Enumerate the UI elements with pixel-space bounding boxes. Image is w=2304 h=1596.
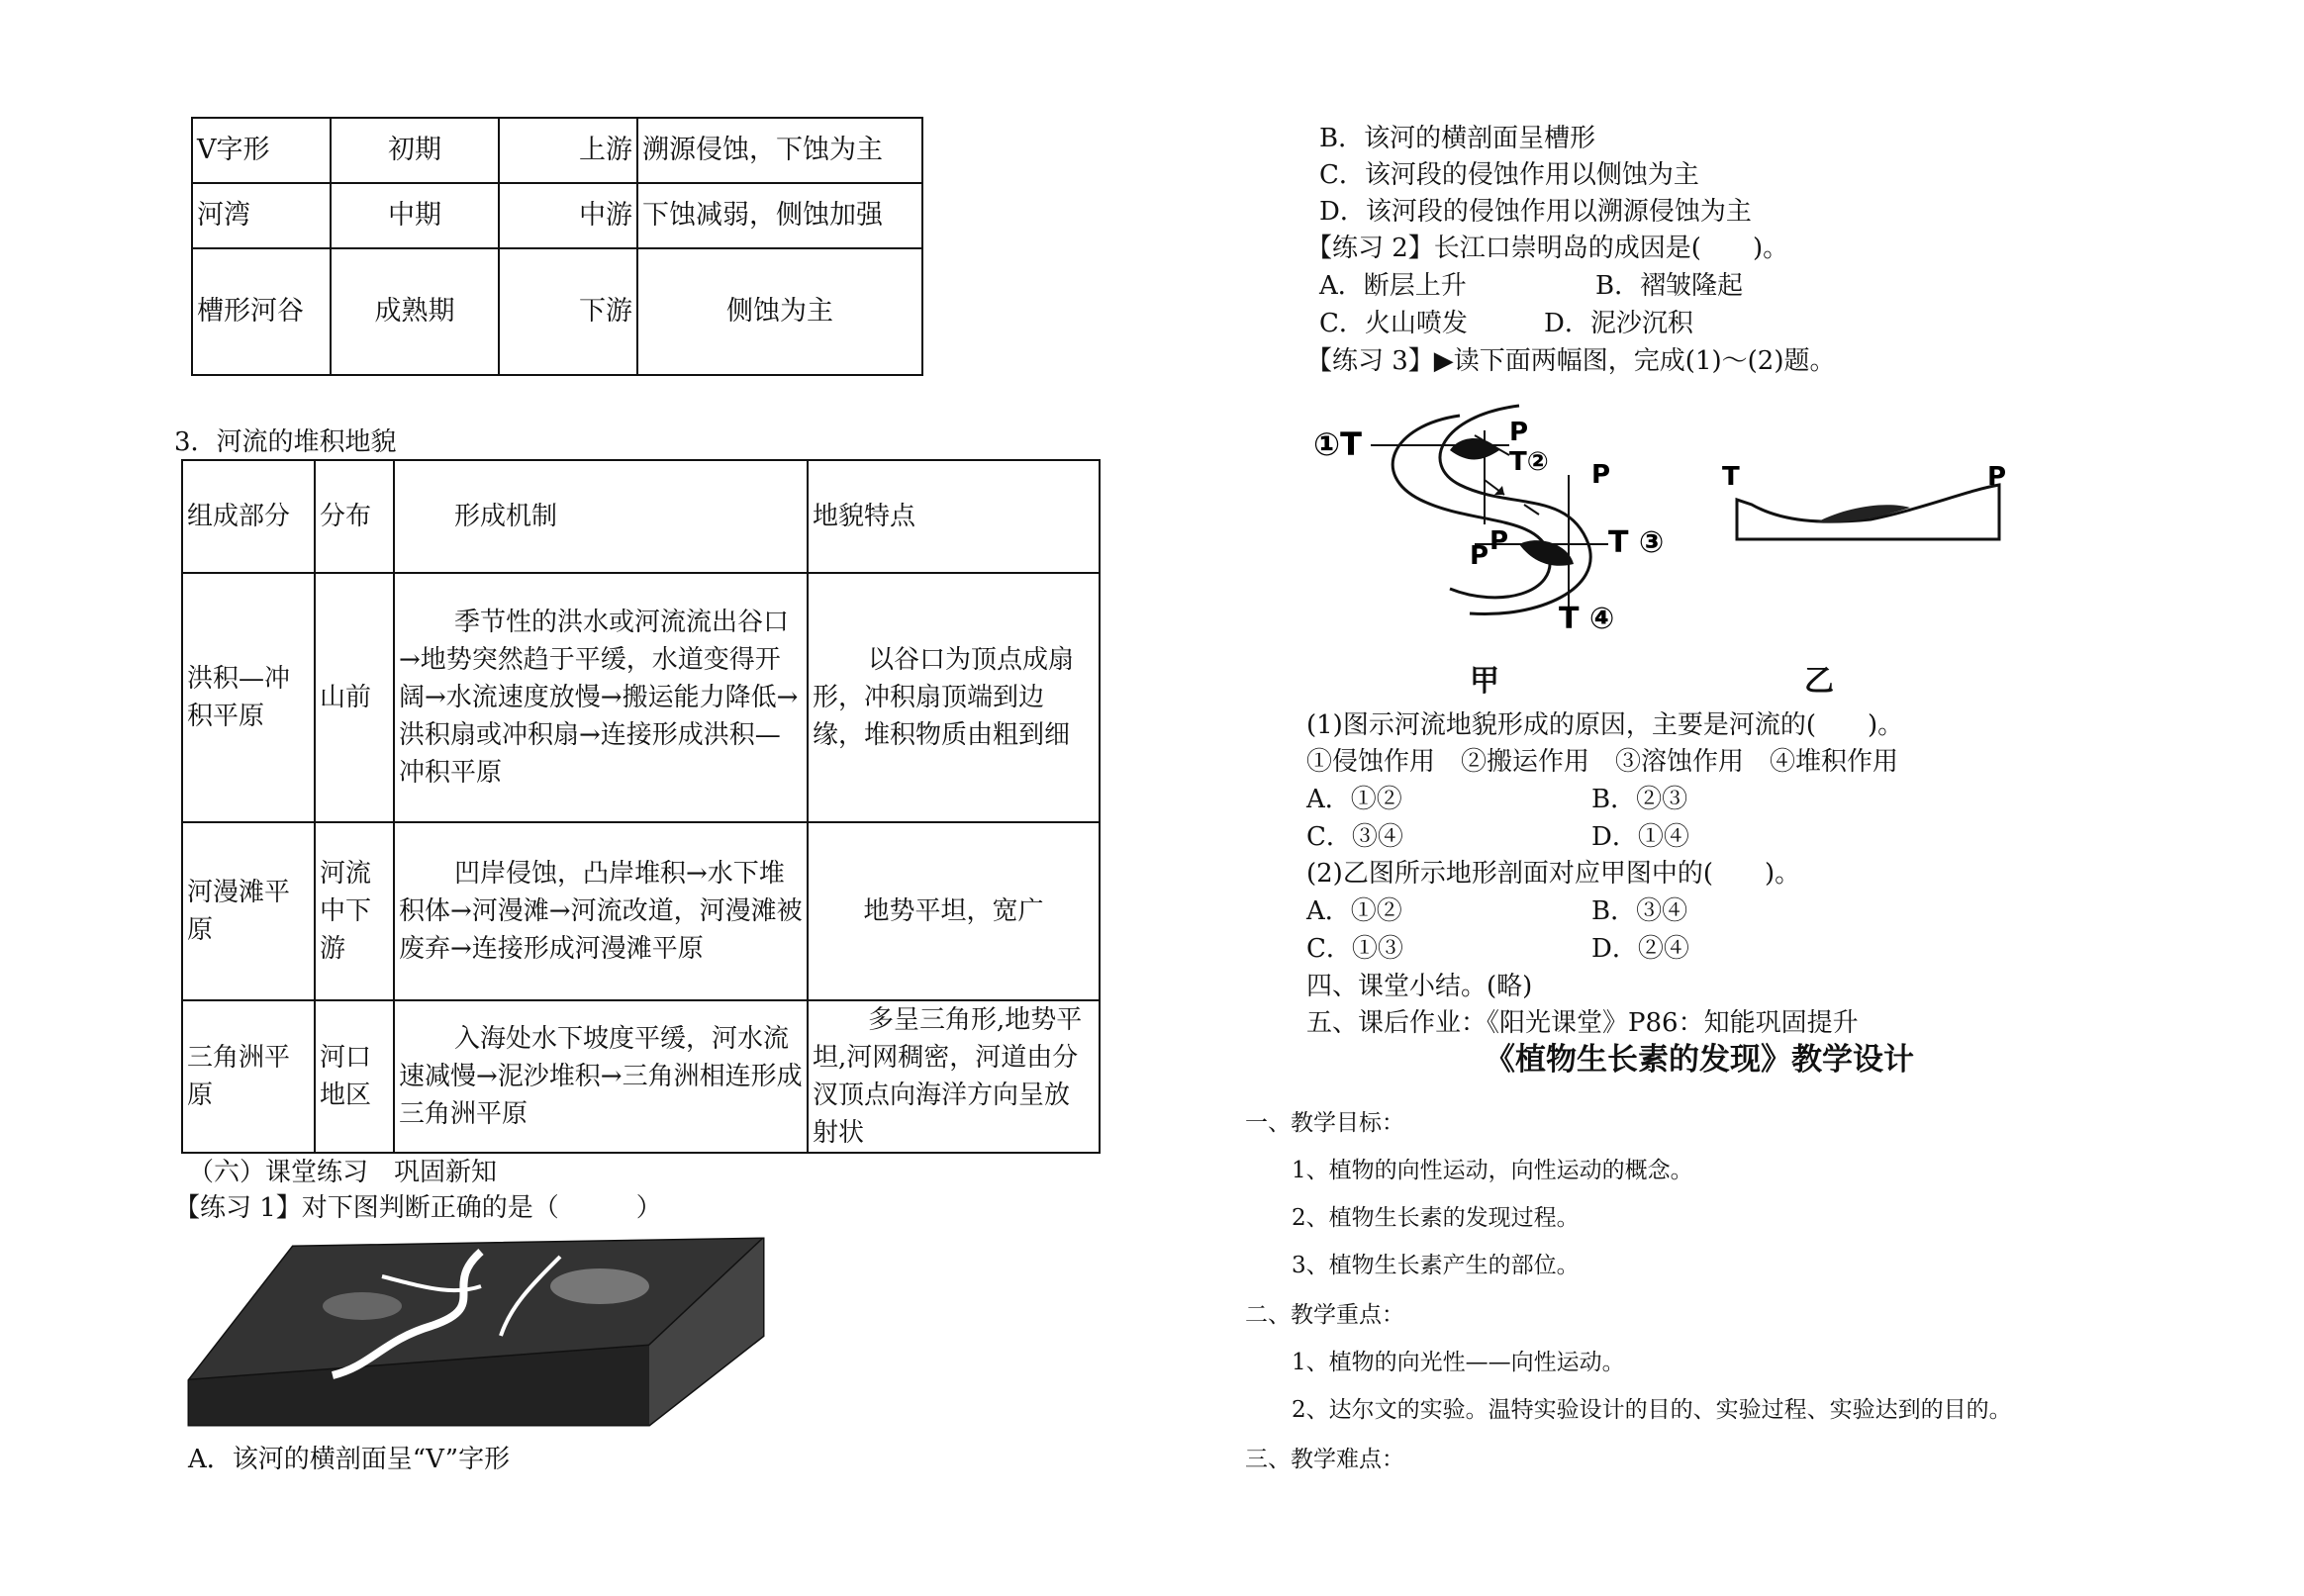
table-cell: 槽形河谷 <box>192 248 331 375</box>
table-cell: 季节性的洪水或河流流出谷口→地势突然趋于平缓，水道变得开阔→水流速度放慢→搬运能力降低→洪积扇或冲积扇→连接形成洪积—冲积平原 <box>394 573 808 822</box>
table-row <box>192 183 922 248</box>
key-points-heading: 二、教学重点： <box>1245 1302 1404 1328</box>
goals-heading: 一、教学目标： <box>1245 1110 1404 1136</box>
key-point-item: 2、达尔文的实验。温特实验设计的目的、实验过程、实验达到的目的。 <box>1292 1397 2012 1423</box>
exercise-2-option-b: B．褶皱隆起 <box>1595 271 1744 301</box>
table-row <box>192 248 922 375</box>
question-1-option-c: C．③④ <box>1306 822 1403 852</box>
table-cell: V字形 <box>192 118 331 183</box>
table-row <box>182 1000 1100 1153</box>
practice-section-title: （六）课堂练习 巩固新知 <box>188 1158 498 1187</box>
exercise-1: 【练习 1】对下图判断正确的是（ ） <box>174 1193 662 1223</box>
cross-section-figure-yi <box>1722 460 2009 549</box>
label-yi-p: P <box>1987 462 2007 492</box>
label-t4: T ④ <box>1559 602 1615 633</box>
question-1-option-a: A．①② <box>1306 785 1402 814</box>
table-row <box>192 118 922 183</box>
question-2: (2)乙图所示地形剖面对应甲图中的( )。 <box>1306 859 1801 889</box>
exercise-1-option-a: A．该河的横剖面呈“V”字形 <box>188 1445 511 1474</box>
exercise-2-option-d: D．泥沙沉积 <box>1544 309 1693 338</box>
river-block-diagram <box>184 1227 768 1435</box>
label-p4b: P <box>1470 541 1489 571</box>
table-header-cell: 组成部分 <box>182 460 315 573</box>
label-p3: P <box>1591 460 1611 490</box>
exercise-1-option-d: D．该河段的侵蚀作用以溯源侵蚀为主 <box>1319 197 1752 227</box>
section-title: 3．河流的堆积地貌 <box>174 427 397 457</box>
label-t2: T② <box>1509 447 1549 477</box>
difficulties-heading: 三、教学难点： <box>1245 1447 1404 1472</box>
table-row <box>182 822 1100 1000</box>
exercise-1-option-c: C．该河段的侵蚀作用以侧蚀为主 <box>1319 160 1699 190</box>
table-cell: 以谷口为顶点成扇形，冲积扇顶端到边缘，堆积物质由粗到细 <box>808 573 1100 822</box>
label-t3: T ③ <box>1608 525 1665 560</box>
table-cell: 下蚀减弱，侧蚀加强 <box>637 183 922 248</box>
goal-item: 2、植物生长素的发现过程。 <box>1292 1205 1580 1231</box>
table-cell: 侧蚀为主 <box>637 248 922 375</box>
table-cell: 中游 <box>499 183 637 248</box>
question-2-option-d: D．②④ <box>1591 934 1689 964</box>
design-title: 《植物生长素的发现》教学设计 <box>1485 1042 1914 1078</box>
table-cell: 凹岸侵蚀，凸岸堆积→水下堆积体→河漫滩→河流改道，河漫滩被废弃→连接形成河漫滩平原 <box>394 822 808 1000</box>
exercise-2-option-c: C．火山喷发 <box>1319 309 1468 338</box>
table-header-cell: 分布 <box>315 460 394 573</box>
question-1-option-b: B．②③ <box>1591 785 1688 814</box>
table-valley-stages <box>191 117 923 376</box>
exercise-3: 【练习 3】▶读下面两幅图，完成(1)～(2)题。 <box>1306 346 1836 376</box>
goal-item: 3、植物生长素产生的部位。 <box>1292 1253 1580 1278</box>
table-cell: 下游 <box>499 248 637 375</box>
table-cell: 河口地区 <box>315 1000 394 1153</box>
goal-item: 1、植物的向性运动，向性运动的概念。 <box>1292 1158 1693 1183</box>
question-1-choices: ①侵蚀作用 ②搬运作用 ③溶蚀作用 ④堆积作用 <box>1306 747 1899 777</box>
table-header-row <box>182 460 1100 573</box>
table-cell: 河流中下游 <box>315 822 394 1000</box>
table-cell: 多呈三角形,地势平坦,河网稠密，河道由分汊顶点向海洋方向呈放射状 <box>808 1000 1100 1153</box>
exercise-2-option-a: A．断层上升 <box>1319 271 1467 301</box>
question-2-option-a: A．①② <box>1306 896 1402 926</box>
exercise-1-option-b: B．该河的横剖面呈槽形 <box>1319 124 1596 153</box>
table-header-cell: 形成机制 <box>394 460 808 573</box>
table-cell: 上游 <box>499 118 637 183</box>
question-2-option-b: B．③④ <box>1591 896 1688 926</box>
label-yi-t: T <box>1722 462 1740 492</box>
table-cell: 山前 <box>315 573 394 822</box>
table-cell: 溯源侵蚀，下蚀为主 <box>637 118 922 183</box>
question-2-option-c: C．①③ <box>1306 934 1403 964</box>
table-cell: 三角洲平原 <box>182 1000 315 1153</box>
table-cell: 地势平坦，宽广 <box>808 822 1100 1000</box>
question-1-option-d: D．①④ <box>1591 822 1689 852</box>
meander-figure-jia <box>1311 396 1727 633</box>
question-1: (1)图示河流地貌形成的原因，主要是河流的( )。 <box>1306 710 1904 740</box>
table-cell: 初期 <box>331 118 499 183</box>
figure-caption-jia: 甲 <box>1470 664 1499 699</box>
table-row <box>182 573 1100 822</box>
table-cell: 中期 <box>331 183 499 248</box>
label-p4a: P <box>1489 526 1509 556</box>
homework: 五、课后作业：《阳光课堂》P86：知能巩固提升 <box>1306 1008 1859 1038</box>
table-cell: 入海处水下坡度平缓，河水流速减慢→泥沙堆积→三角洲相连形成三角洲平原 <box>394 1000 808 1153</box>
class-summary: 四、课堂小结。(略) <box>1306 972 1533 1001</box>
table-cell: 河漫滩平原 <box>182 822 315 1000</box>
exercise-2: 【练习 2】长江口崇明岛的成因是( )。 <box>1306 234 1789 263</box>
label-t1: ①T <box>1313 425 1362 463</box>
figure-caption-yi: 乙 <box>1804 664 1834 699</box>
table-deposition-landforms <box>181 459 1101 1154</box>
table-header-cell: 地貌特点 <box>808 460 1100 573</box>
table-cell: 洪积—冲积平原 <box>182 573 315 822</box>
key-point-item: 1、植物的向光性——向性运动。 <box>1292 1350 1625 1375</box>
label-p2: P <box>1509 418 1529 447</box>
table-cell: 成熟期 <box>331 248 499 375</box>
table-cell: 河湾 <box>192 183 331 248</box>
